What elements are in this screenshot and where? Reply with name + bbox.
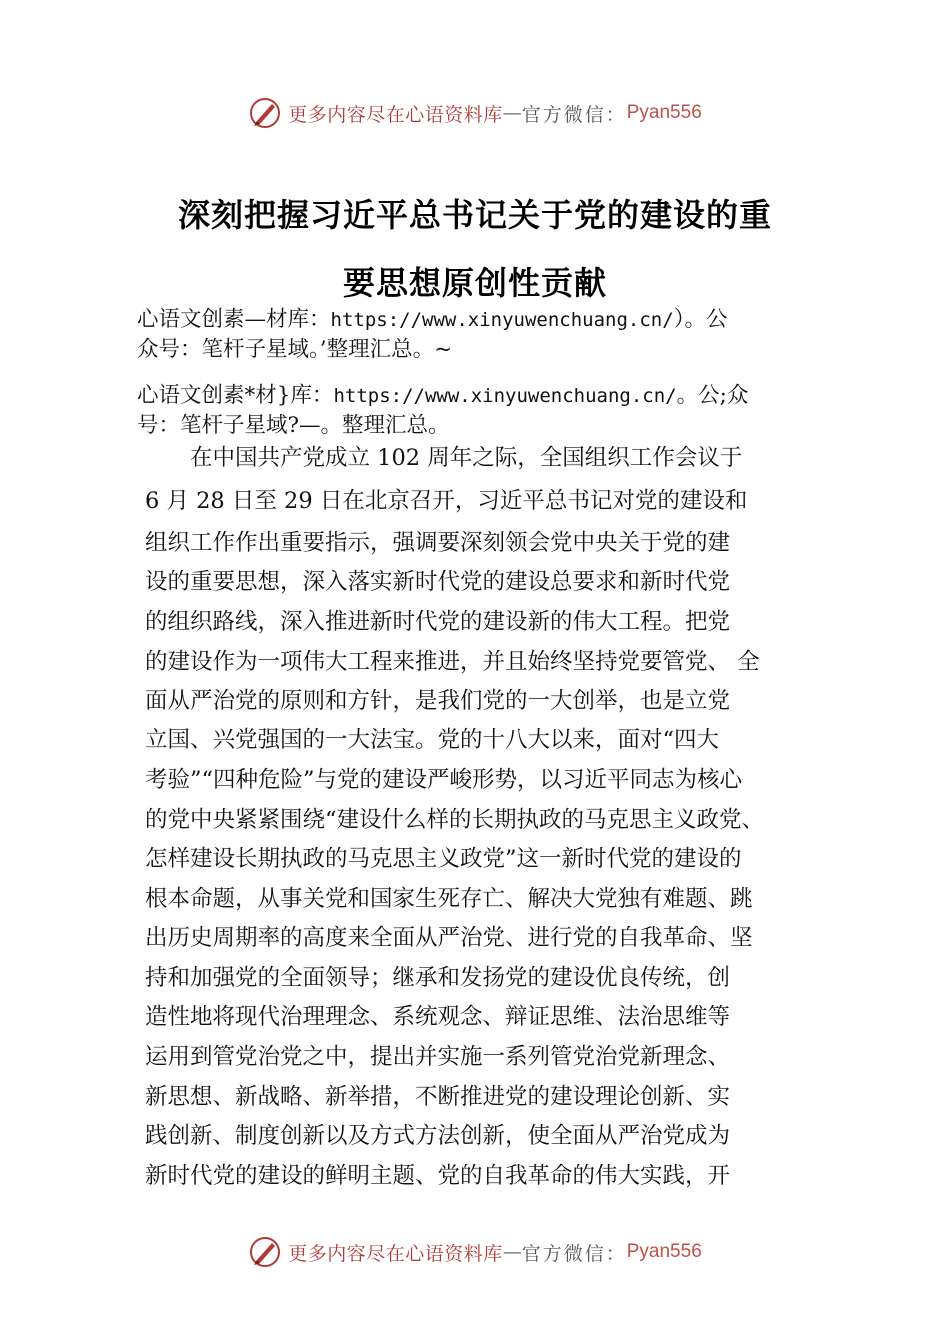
wechat-id: Pyan556 xyxy=(626,1241,702,1262)
source-note-2 xyxy=(137,381,842,440)
watermark-banner-bottom xyxy=(0,1232,950,1272)
source-note-1-suffix: ）。公 xyxy=(673,307,728,332)
document-title-line-2: 要思想原创性贡献 xyxy=(342,264,607,302)
body-line: 的党中央紧紧围绕“建设什么样的长期执政的马克思主义政党、 xyxy=(145,807,765,833)
source-note-1-line2: 众号：笔杆子星域。’整理汇总。~ xyxy=(137,337,453,362)
source-note-2-suffix: 。公;众 xyxy=(676,383,749,408)
body-line: 6 月 28 日至 29 日在北京召开，习近平总书记对党的建设和 xyxy=(145,488,748,514)
source-note-2-line2: 号：笔杆子星域?—。整理汇总。 xyxy=(137,413,450,438)
source-note-1-url: https://www.xinyuwenchuang.cn/ xyxy=(330,309,674,331)
source-note-2-url: https://www.xinyuwenchuang.cn/ xyxy=(333,385,677,407)
body-line: 的建设作为一项伟大工程来推进，并且始终坚持党要管党、 全 xyxy=(145,649,760,675)
body-line: 出历史周期率的高度来全面从严治党、进行党的自我革命、坚 xyxy=(145,925,753,951)
body-line: 持和加强党的全面领导；继承和发扬党的建设优良传统，创 xyxy=(145,965,731,991)
source-note-2-prefix: 心语文创素*材}库： xyxy=(137,383,334,408)
body-line: 的组织路线，深入推进新时代党的建设新的伟大工程。把党 xyxy=(145,609,731,635)
body-line: 根本命题，从事关党和国家生死存亡、解决大党独有难题、跳 xyxy=(145,886,753,912)
watermark-dash: — xyxy=(502,1241,522,1263)
body-line: 运用到管党治党之中，提出并实施一系列管党治党新理念、 xyxy=(145,1044,731,1070)
wechat-label: 官方微信： xyxy=(521,103,627,126)
body-line: 考验”“四种危险”与党的建设严峻形势，以习近平同志为核心 xyxy=(145,767,743,793)
pen-logo-icon xyxy=(248,96,282,130)
pen-logo-icon xyxy=(248,1235,282,1269)
body-line: 新时代党的建设的鲜明主题、党的自我革命的伟大实践，开 xyxy=(145,1163,731,1189)
watermark-text: 更多内容尽在心语资料库 xyxy=(288,1242,503,1265)
body-line: 面从严治党的原则和方针，是我们党的一大创举，也是立党 xyxy=(145,688,731,714)
wechat-id: Pyan556 xyxy=(626,102,702,123)
watermark-banner-top xyxy=(0,93,950,133)
body-line: 新思想、新战略、新举措，不断推进党的建设理论创新、实 xyxy=(145,1084,731,1110)
source-note-1-prefix: 心语文创素—材库： xyxy=(137,307,331,332)
body-line: 在中国共产党成立 102 周年之际，全国组织工作会议于 xyxy=(145,445,743,471)
body-line: 立国、兴党强国的一大法宝。党的十八大以来，面对“四大 xyxy=(145,727,720,753)
body-line: 设的重要思想，深入落实新时代党的建设总要求和新时代党 xyxy=(145,569,731,595)
watermark-dash: — xyxy=(502,102,522,124)
body-line: 怎样建设长期执政的马克思主义政党”这一新时代党的建设的 xyxy=(145,846,742,872)
body-line: 组织工作作出重要指示，强调要深刻领会党中央关于党的建 xyxy=(145,530,731,556)
source-note-1 xyxy=(137,305,842,364)
document-title-line-1: 深刻把握习近平总书记关于党的建设的重 xyxy=(177,196,772,234)
body-line: 践创新、制度创新以及方式方法创新，使全面从严治党成为 xyxy=(145,1123,731,1149)
body-line: 造性地将现代治理理念、系统观念、辩证思维、法治思维等 xyxy=(145,1004,731,1030)
wechat-label: 官方微信： xyxy=(521,1242,627,1265)
watermark-text: 更多内容尽在心语资料库 xyxy=(288,103,503,126)
